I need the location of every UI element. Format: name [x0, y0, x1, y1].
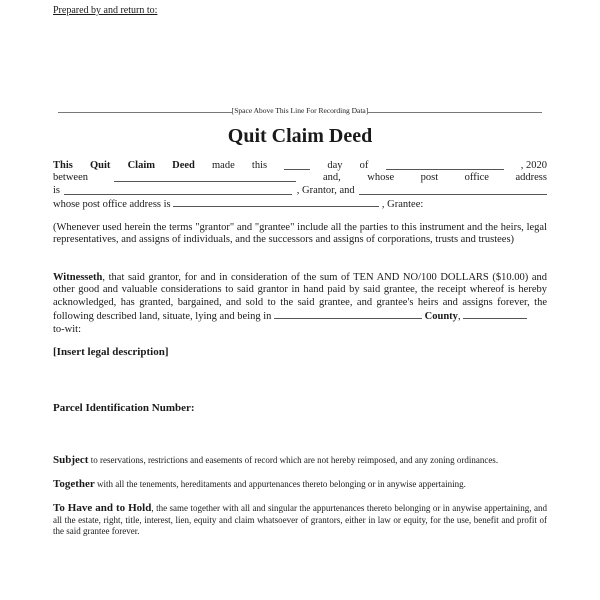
grantee-name-blank — [359, 185, 547, 195]
word-whose-post-office: whose post office address is — [53, 199, 171, 211]
state-blank — [463, 309, 527, 319]
together-body: with all the tenements, hereditaments and appurtenances thereto belonging or in anywise appertaining. — [94, 479, 466, 489]
grantee-address-blank — [173, 197, 379, 207]
subject-lead: Subject — [53, 454, 89, 466]
word-address: address — [515, 172, 547, 184]
witnesseth-tail: to-wit: — [53, 323, 81, 335]
word-quit: Quit — [90, 160, 111, 171]
opening-line-2 — [53, 172, 547, 184]
to-have-paragraph — [53, 503, 547, 538]
together-paragraph — [53, 479, 547, 491]
grantor-name-blank — [114, 172, 296, 182]
witnesseth-lead: Witnesseth — [53, 272, 103, 283]
word-this: This — [53, 160, 73, 171]
recording-space-label: [Space Above This Line For Recording Data] — [231, 106, 369, 115]
recording-rule-right — [368, 112, 542, 113]
opening-line-3 — [53, 185, 547, 197]
witnesseth-body: , that said grantor, for and in consideration of the sum of TEN AND NO/100 DOLLARS ($10.00) and other good and valuable considerations to said grantor in hand paid by said grantee, the receipt whereof is hereby acknowledged, has granted, bargained, and sold to the said grantee, and grantee's heirs and assigns forever, the following described land, situate, lying and being in — [53, 272, 547, 323]
subject-paragraph — [53, 455, 547, 467]
word-whose: whose — [367, 172, 395, 184]
document-title: Quit Claim Deed — [227, 125, 373, 147]
prepared-by-label: Prepared by and return to: — [53, 5, 158, 16]
whenever-paragraph: (Whenever used herein the terms "grantor" and "grantee" include all the parties to this instrument and the heirs, legal representatives, and assigns of individuals, and the successors and assigns of corporations, trusts and trustees) — [53, 222, 547, 246]
word-and: and, — [322, 172, 341, 184]
word-claim: Claim — [127, 160, 155, 171]
word-between: between — [53, 172, 88, 184]
word-day: day — [327, 160, 343, 171]
to-have-lead: To Have and to Hold — [53, 502, 152, 514]
subject-body: to reservations, restrictions and easements of record which are not hereby reimposed, and any zoning ordinances. — [88, 455, 499, 465]
day-blank — [284, 160, 310, 170]
together-lead: Together — [53, 478, 95, 490]
word-made: made — [212, 160, 235, 171]
word-grantor-and: , Grantor, and — [296, 184, 355, 196]
parcel-id-label: Parcel Identification Number: — [53, 402, 195, 414]
witnesseth-paragraph: Witnesseth, that said grantor, for and in consideration of the sum of TEN AND NO/100 DOLLARS ($10.00) and other good and valuable considerations to said grantor in hand paid by said grantee, the receipt whereof is hereby acknowledged, has granted, bargained, and sold to the said grantee, and grantee's heirs and assigns forever, the following described land, situate, lying and being in County, to-wit: — [53, 272, 547, 335]
word-year: , 2020 — [520, 160, 547, 171]
word-office: office — [464, 172, 489, 184]
legal-description-placeholder: [Insert legal description] — [53, 346, 169, 358]
opening-line-4 — [53, 197, 547, 211]
grantor-address-blank — [64, 185, 292, 195]
recording-rule-left — [58, 112, 232, 113]
opening-line-1 — [53, 160, 547, 172]
word-this-2: this — [251, 160, 268, 171]
word-post: post — [420, 172, 439, 184]
recording-space-line — [58, 106, 542, 115]
month-blank — [386, 160, 504, 170]
opening-paragraph — [53, 160, 547, 212]
word-of: of — [359, 160, 369, 171]
county-name-blank — [274, 309, 422, 319]
to-have-body: , the same together with all and singular the appurtenances thereto belonging or in anywise appertaining, and all the estate, right, title, interest, lien, equity and claim whatsoever of grantors, either in law or equity, for the use, benefit and profit of the said grantee forever. — [53, 503, 547, 536]
word-is: is — [53, 184, 61, 196]
county-label: County — [424, 311, 458, 323]
word-grantee: , Grantee: — [381, 199, 424, 211]
word-deed: Deed — [172, 160, 195, 171]
